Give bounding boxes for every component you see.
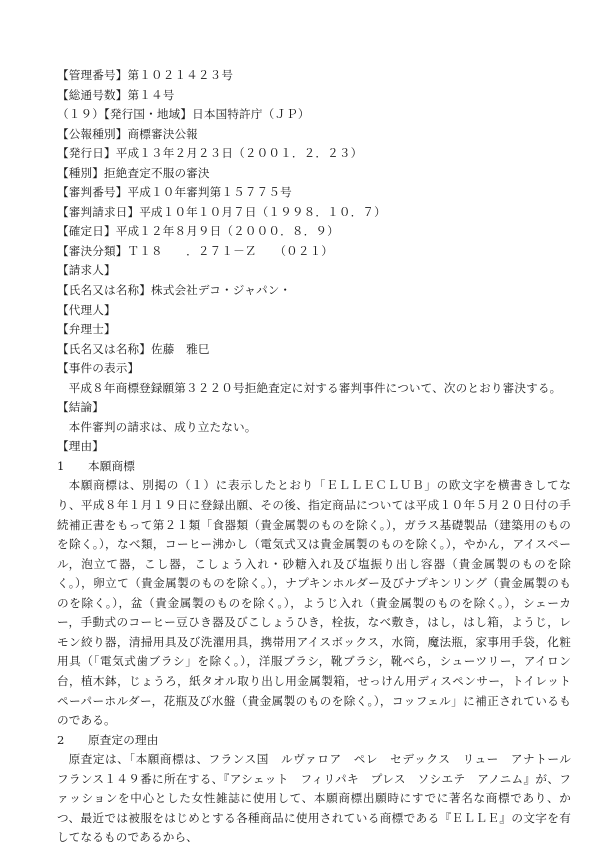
field-shinpan-seikyubi: 【審判請求日】平成１０年１０月７日（１９９８．１０．７） [57, 204, 386, 219]
field-sotsugo-su: 【総通号数】第１４号 [57, 87, 175, 102]
section-heading-1: 1 本願商標 [57, 458, 135, 473]
section-2-paragraph-1: 原査定は、「本願商標は、フランス国 ルヴァロア ペレ セデックス リュー アナトール フランス１４９番に所在する、『アシェット フィリパキ プレス ソシエテ アノニム』が、ファッションを中心とした女性雑誌に使用して、本願商標出願時にすでに著名な商標であり、かつ、最近では被服をはじめとする各種商品に使用されている商標である『ＥＬＬＥ』の文字を有してなるものであるから、 [57, 752, 583, 845]
document-body [57, 66, 583, 848]
field-kakuteibi: 【確定日】平成１２年８月９日（２０００．８．９） [57, 224, 339, 239]
case-statement: 平成８年商標登録願第３２２０号拒絶査定に対する審判事件について、次のとおり審決する。 [68, 380, 562, 395]
section-heading-2: 2 原査定の理由 [57, 732, 159, 747]
field-hakkoukoku-chiiki: （１９）【発行国・地域】日本国特許庁（ＪＰ） [57, 107, 310, 122]
field-shinpan-bango: 【審判番号】平成１０年審判第１５７７５号 [57, 185, 292, 200]
field-kouhou-shubetsu: 【公報種別】商標審決公報 [57, 126, 198, 141]
field-shinketsu-bunrui: 【審決分類】Ｔ１８ ．２７１－Ｚ （０２１） [57, 243, 334, 258]
field-seikyunin: 【請求人】 [57, 263, 116, 278]
section-1-paragraph-1: 本願商標は、別掲の（１）に表示したとおり「ＥＬＬＥＣＬＵＢ」の欧文字を横書きしてなり、平成８年１月１９日に登録出願、その後、指定商品については平成１０年５月２０日付の手続補正書をもって第２１類「食器類（貴金属製のものを除く。），ガラス基礎製品（建築用のものを除く。），なべ類，コーヒー沸かし（電気式又は貴金属製のものを除く。），やかん，アイスペール，泡立て器，こし器，こしょう入れ・砂糖入れ及び塩振り出し容器（貴金属製のものを除く。），卵立て（貴金属製のものを除く。），ナプキンホルダー及びナプキンリング（貴金属製のものを除く。），盆（貴金属製のものを除く。），ようじ入れ（貴金属製のものを除く。），シェーカー，手動式のコーヒー豆ひき器及びこしょうひき，栓抜，なべ敷き，はし，はし箱，ようじ，レモン絞り器，清掃用具及び洗濯用具，携帯用アイスボックス，水筒，魔法瓶，家事用手袋，化粧用具（「電気式歯ブラシ」を除く。），洋服ブラシ，靴ブラシ，靴べら，シューツリー，アイロン台，植木鉢，じょうろ，紙タオル取り出し用金属製箱，せっけん用ディスペンサー，トイレットペーパーホルダー，花瓶及び水盤（貴金属製のものを除く。），コッフェル」に補正されているものである。 [57, 478, 571, 728]
field-dairinin: 【代理人】 [57, 302, 116, 317]
field-jiken-no-hyouji: 【事件の表示】 [57, 361, 140, 376]
field-riyuu: 【理由】 [57, 439, 104, 454]
conclusion-text: 本件審判の請求は、成り立たない。 [68, 419, 257, 434]
field-hakkoubi: 【発行日】平成１３年２月２３日（２００１．２．２３） [57, 146, 363, 161]
field-kanri-bango: 【管理番号】第１０２１４２３号 [57, 68, 234, 82]
field-seikyunin-shimei: 【氏名又は名称】株式会社デコ・ジャパン・ [57, 283, 292, 298]
field-ketsuron: 【結論】 [57, 400, 104, 415]
field-benrishi: 【弁理士】 [57, 322, 116, 337]
field-shubetsu: 【種別】拒絶査定不服の審決 [57, 165, 210, 180]
field-dairinin-shimei: 【氏名又は名称】佐藤 雅巳 [57, 341, 210, 356]
